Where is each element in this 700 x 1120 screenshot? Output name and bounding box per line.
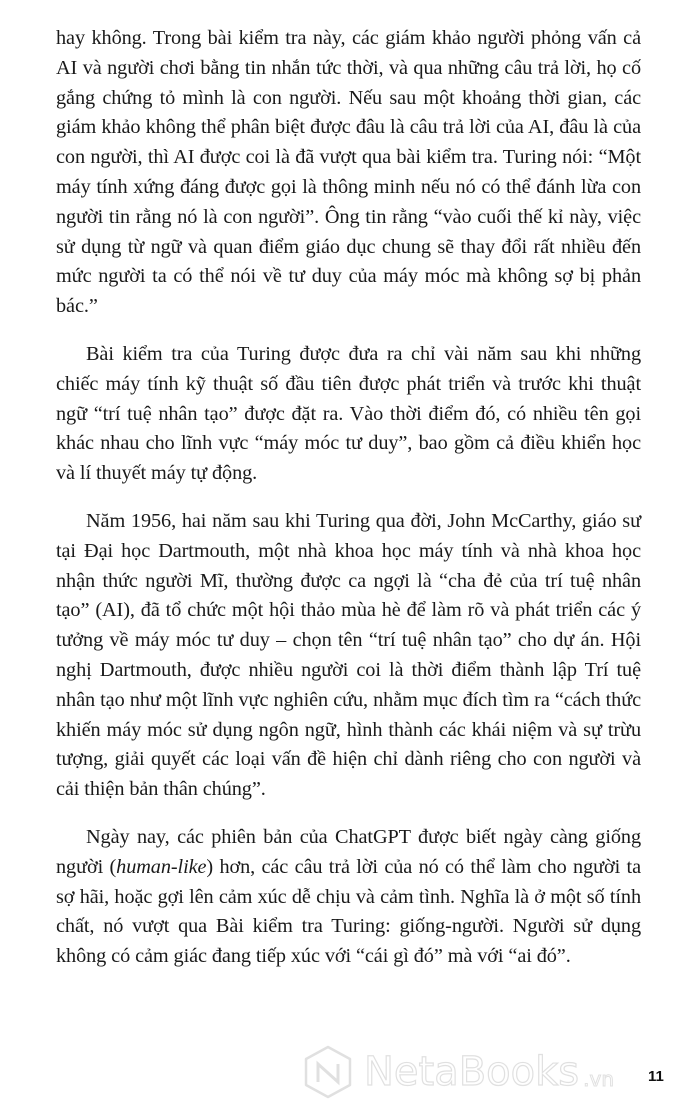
page-body [56,24,641,972]
netabooks-logo-icon [300,1044,356,1100]
watermark-brand: NetaBooks [364,1049,580,1095]
paragraph-chatgpt [56,823,641,972]
watermark-suffix: .vn [583,1067,614,1091]
paragraph-chatgpt-italic: human-like [116,855,207,878]
page-number: 11 [648,1068,664,1085]
paragraph-chatgpt-end: ) hơn, các câu trả lời của nó có thể làm cho người ta sợ hãi, hoặc gợi lên cảm xúc dễ chịu và cảm tình. Nghĩa là ở một số tính chất, nó vượt qua Bài kiểm tra Turing: giống-người. Người sử dụng không có cảm giác đang tiếp xúc với “cái gì đó” mà với “ai đó”. [56,855,641,968]
watermark [300,1044,614,1100]
paragraph-dartmouth: Năm 1956, hai năm sau khi Turing qua đời, John McCarthy, giáo sư tại Đại học Dartmouth, một nhà khoa học máy tính và nhà khoa học nhận thức người Mĩ, thường được ca ngợi là “cha đẻ của trí tuệ nhân tạo” (AI), đã tổ chức một hội thảo mùa hè để làm rõ và phát triển các ý tưởng về máy móc tư duy – chọn tên “trí tuệ nhân tạo” cho dự án. Hội nghị Dartmouth, được nhiều người coi là thời điểm thành lập Trí tuệ nhân tạo như một lĩnh vực nghiên cứu, nhằm mục đích tìm ra “cách thức khiến máy móc sử dụng ngôn ngữ, hình thành các khái niệm và sự trừu tượng, giải quyết các loại vấn đề hiện chỉ dành riêng cho con người và cải thiện bản thân chúng”. [56,509,641,801]
paragraph-digital-computers: Bài kiểm tra của Turing được đưa ra chỉ vài năm sau khi những chiếc máy tính kỹ thuật số đầu tiên được phát triển và trước khi thuật ngữ “trí tuệ nhân tạo” được đặt ra. Vào thời điểm đó, có nhiều tên gọi khác nhau cho lĩnh vực “máy móc tư duy”, bao gồm cả điều khiển học và lí thuyết máy tự động. [56,342,641,485]
paragraph-chatgpt-start: Ngày nay, các phiên bản của ChatGPT được biết ngày càng giống người ( [56,825,641,878]
paragraph-turing-test: hay không. Trong bài kiểm tra này, các giám khảo người phỏng vấn cả AI và người chơi bằng tin nhắn tức thời, và qua những câu trả lời, họ cố gắng chứng tỏ mình là con người. Nếu sau một khoảng thời gian, các giám khảo không thể phân biệt được đâu là câu trả lời của AI, đâu là của con người, thì AI được coi là đã vượt qua bài kiểm tra. Turing nói: “Một máy tính xứng đáng được gọi là thông minh nếu nó có thể đánh lừa con người tin rằng nó là con người”. Ông tin rằng “vào cuối thế kỉ này, việc sử dụng từ ngữ và quan điểm giáo dục chung sẽ thay đổi rất nhiều đến mức người ta có thể nói về tư duy của máy móc mà không sợ bị phản bác.” [56,27,641,318]
